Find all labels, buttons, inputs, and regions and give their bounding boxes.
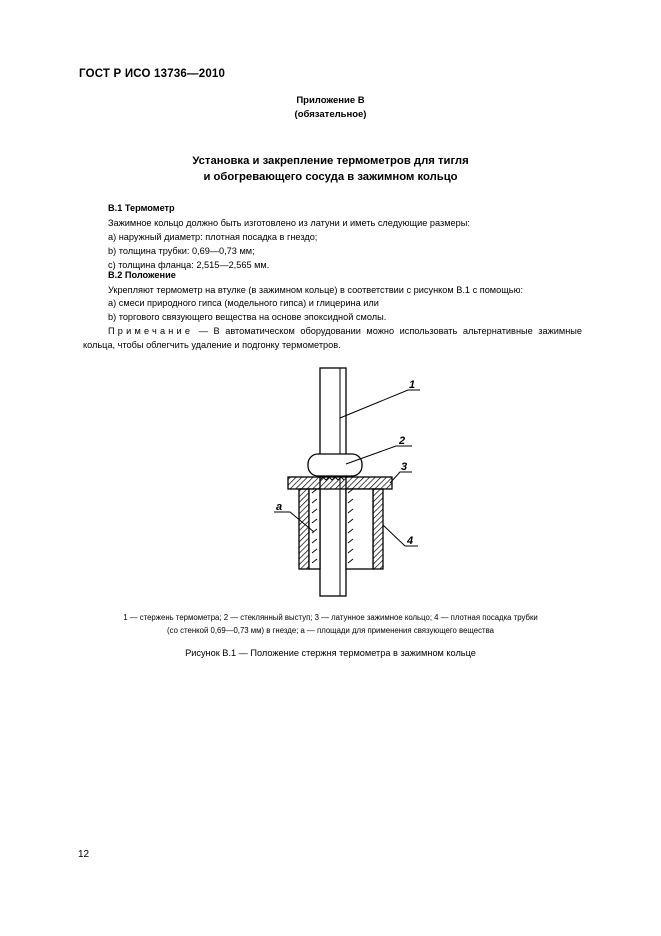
heading-b2: В.2 Положение: [108, 270, 176, 280]
label-1: 1: [409, 379, 416, 391]
b1-intro: Зажимное кольцо должно быть изготовлено из латуни и иметь следующие размеры:: [108, 218, 470, 228]
sleeve-right-wall: [373, 489, 383, 569]
b2-intro: Укрепляют термометр на втулке (в зажимном кольце) в соответствии с рисунком В.1 с помощью:: [108, 285, 524, 295]
figure-title: Рисунок В.1 — Положение стержня термометра в зажимном кольце: [185, 648, 476, 658]
leader-3: [390, 472, 412, 483]
glass-bulge: [308, 454, 362, 476]
figure-caption-line-1: 1 — стержень термометра; 2 — стеклянный выступ; 3 — латунное зажимное кольцо; 4 — плотная посадка трубки: [123, 613, 538, 622]
b1-item-c: с) толщина фланца: 2,515—2,565 мм.: [108, 260, 270, 270]
note-label: Примечание: [108, 326, 194, 336]
heading-b1: В.1 Термометр: [108, 203, 175, 213]
leader-1: [340, 390, 420, 418]
clamp-flange: [288, 477, 392, 489]
b2-item-b: b) торгового связующего вещества на основе эпоксидной смолы.: [108, 312, 387, 322]
b2-item-a: а) смеси природного гипса (модельного гипса) и глицерина или: [108, 298, 379, 308]
label-3: 3: [401, 461, 408, 473]
figure-caption-line-2: (со стенкой 0,69—0,73 мм) в гнезде; а — площади для применения связующего вещества: [167, 626, 494, 635]
note-paragraph: [83, 325, 582, 353]
document-code: ГОСТ Р ИСО 13736—2010: [79, 68, 226, 80]
b1-item-b: b) толщина трубки: 0,69—0,73 мм;: [108, 246, 255, 256]
sleeve-left-wall: [299, 489, 309, 569]
b1-item-a: а) наружный диаметр: плотная посадка в гнездо;: [108, 232, 318, 242]
annex-status: (обязательное): [294, 109, 367, 120]
label-a: а: [276, 501, 283, 513]
label-4: 4: [407, 535, 414, 547]
section-title-line-2: и обогревающего сосуда в зажимном кольцо: [203, 171, 458, 183]
section-title-line-1: Установка и закрепление термометров для тигля: [192, 155, 469, 167]
note-text: — В автоматическом оборудовании можно использовать альтернативные зажимные кольца, чтобы облегчить удаление и подгонку термометров.: [83, 326, 582, 350]
label-2: 2: [399, 435, 406, 447]
annex-title: Приложение В: [296, 95, 365, 106]
thermometer-clamp-figure: [260, 360, 420, 600]
page-number: 12: [78, 849, 90, 860]
